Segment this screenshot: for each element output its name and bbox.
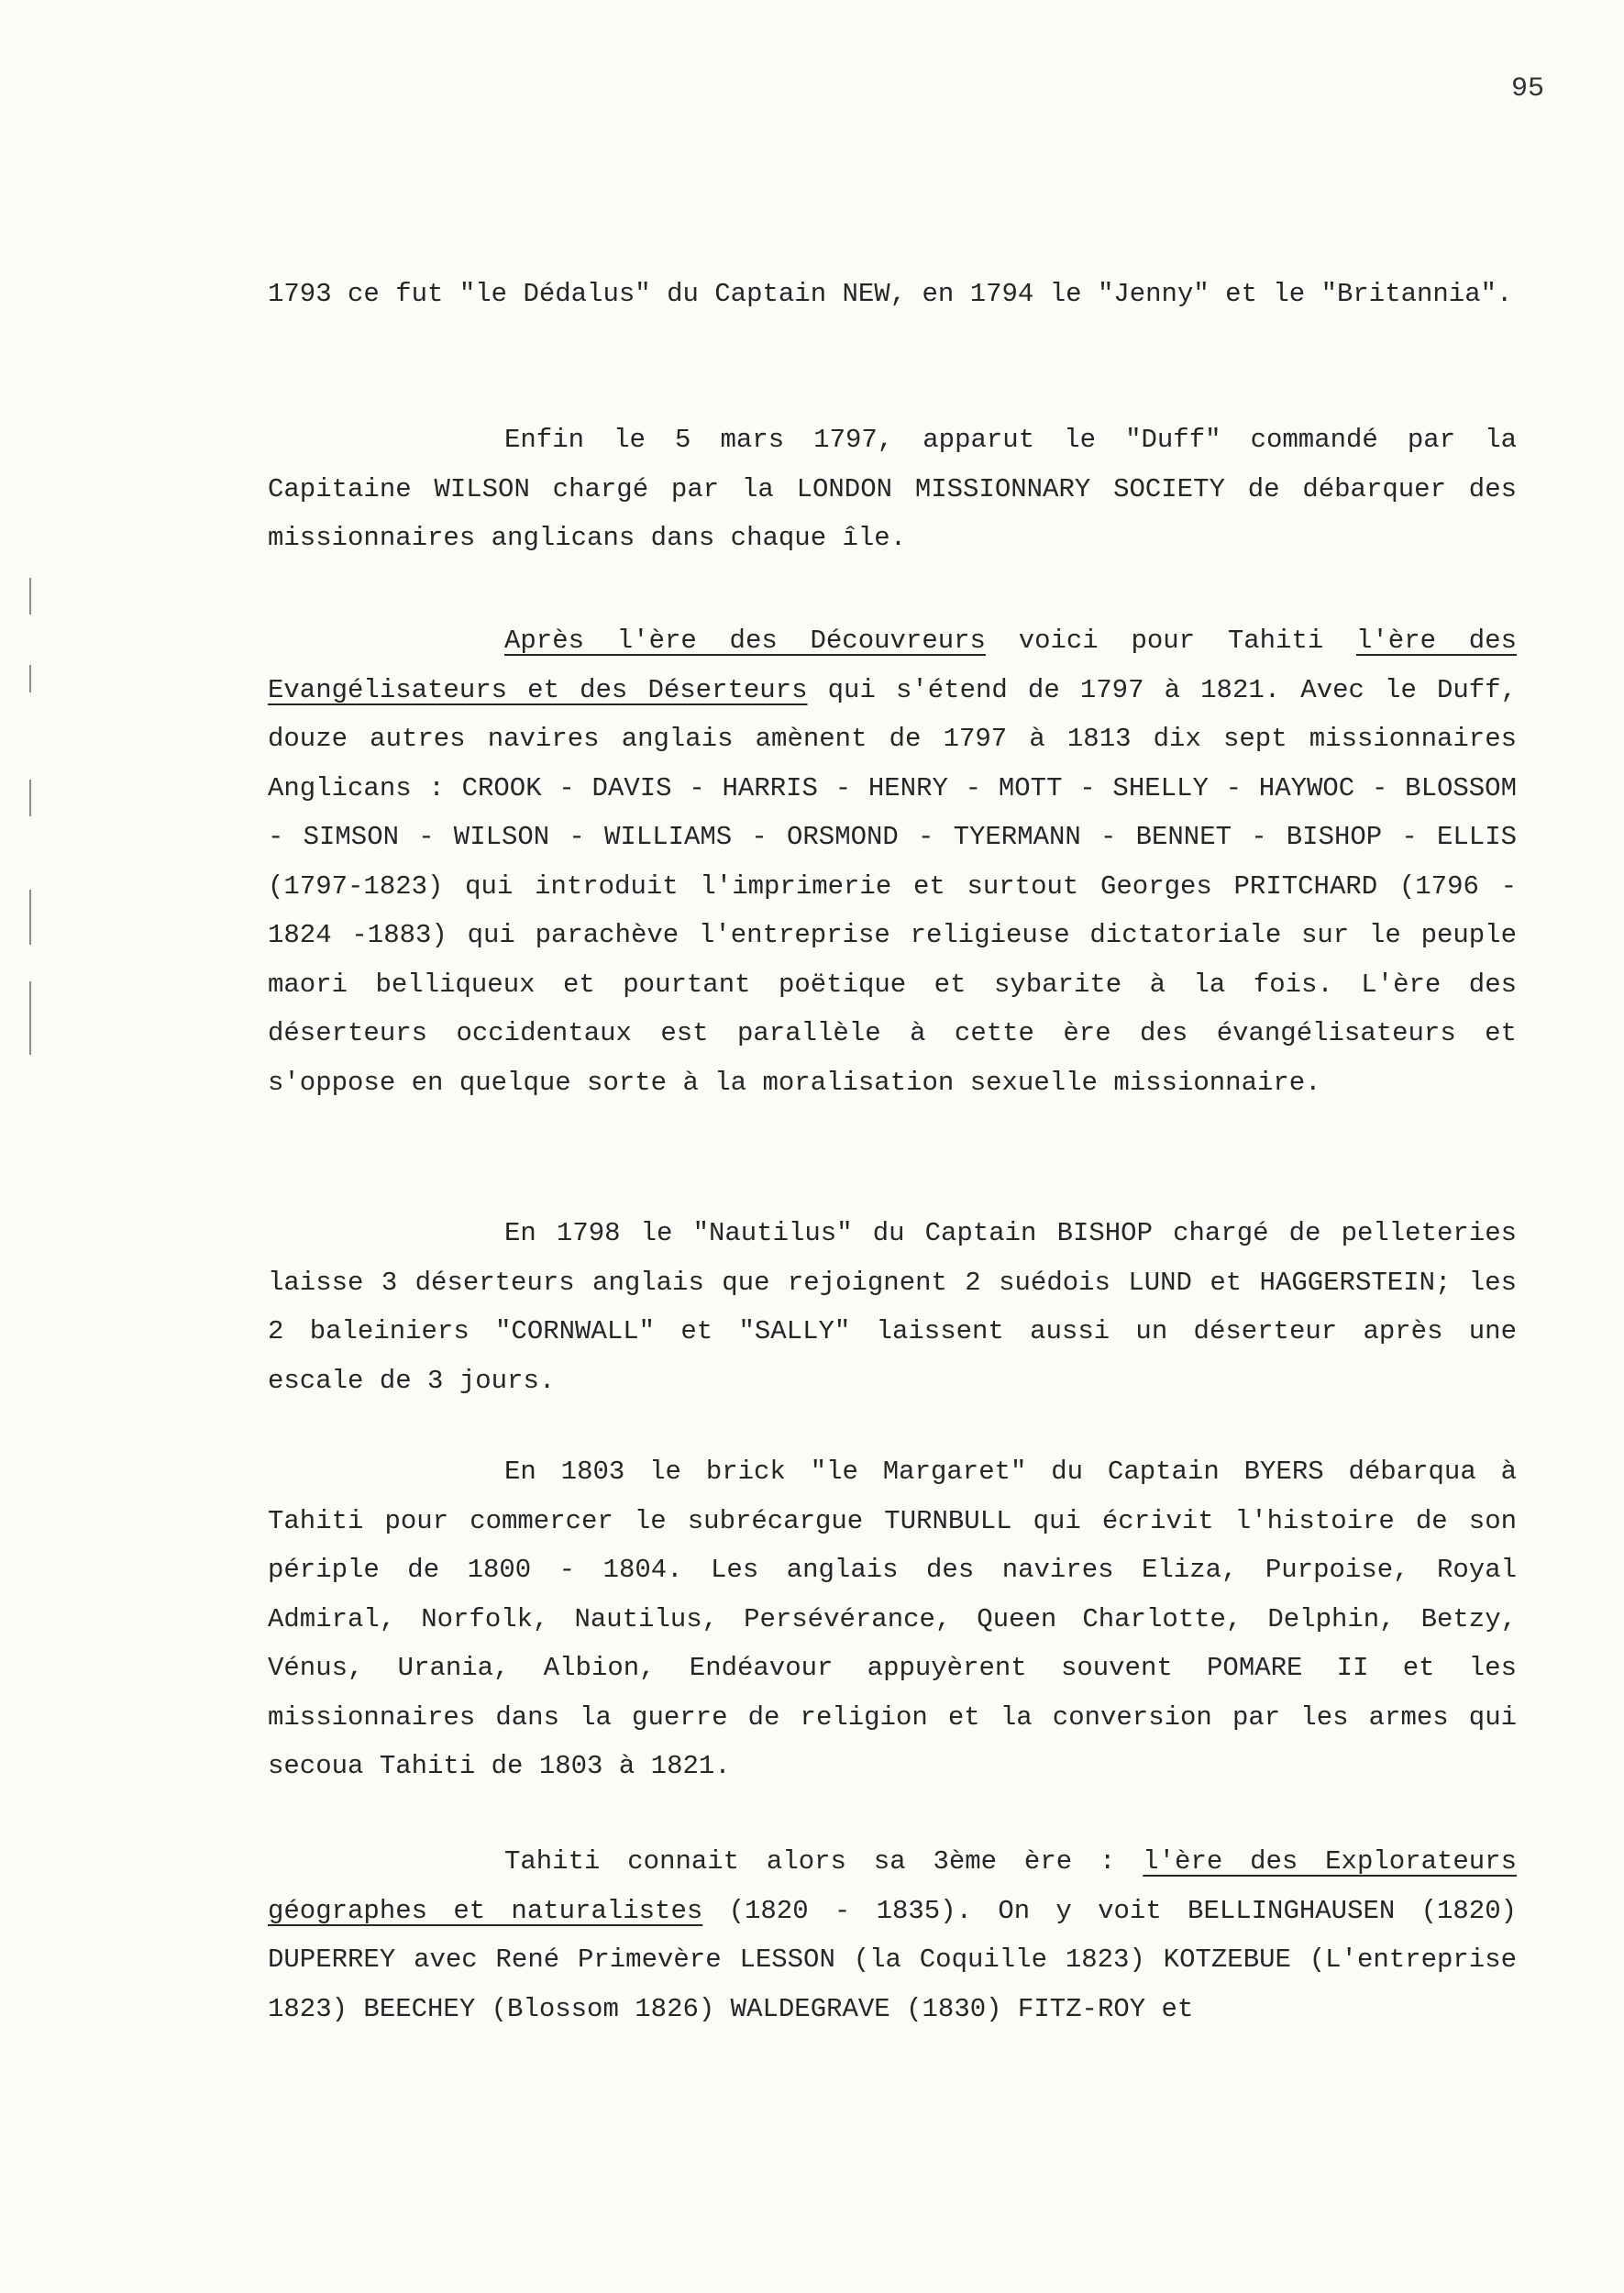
margin-mark [29,890,31,945]
underlined-text-run: l'ère des Explorateurs géographes et naturalistes [268,1846,1517,1926]
text-run: (1820 - 1835). On y voit BELLINGHAUSEN (1820) DUPERREY avec René Primevère LESSON (la Coquille 1823) KOTZEBUE (L'entreprise 1823) BEECHEY (Blossom 1826) WALDEGRAVE (1830) FITZ-ROY et [268,1895,1517,2024]
margin-mark [29,665,31,692]
text-run: Enfin le 5 mars 1797, apparut le "Duff" commandé par la Capitaine WILSON chargé par la LONDON MISSIONNARY SOCIETY de débarquer des missionnaires anglicans dans chaque île. [268,425,1517,553]
margin-mark [29,578,31,615]
text-run: voici pour Tahiti [985,626,1356,656]
text-run: 1793 ce fut "le Dédalus" du Captain NEW, en 1794 le "Jenny" et le "Britannia". [268,279,1513,309]
text-run: qui s'étend de 1797 à 1821. Avec le Duff, douze autres navires anglais amènent de 1797 à 1813 dix sept missionnaires Anglicans : CROOK - DAVIS - HARRIS - HENRY - MOTT - SHELLY - HAYWOC - BLOSSOM - SIMSON - WILSON - WILLIAMS - ORSMOND - TYERMANN - BENNET - BISHOP - ELLIS (1797-1823) qui introduit l'imprimerie et surtout Georges PRITCHARD (1796 - 1824 -1883) qui parachève l'entreprise religieuse dictatoriale sur le peuple maori belliqueux et pourtant poëtique et sybarite à la fois. L'ère des déserteurs occidentaux est parallèle à cette ère des évangélisateurs et s'oppose en quelque sorte à la moralisation sexuelle missionnaire. [268,674,1518,1098]
text-run: Tahiti connait alors sa 3ème ère : [504,1846,1143,1877]
paragraph [268,616,1517,1107]
paragraph [268,1209,1517,1405]
paragraph [268,415,1517,563]
underlined-text-run: l'ère des Evangélisateurs et des Déserteurs [268,626,1517,705]
paragraph [268,1447,1517,1791]
margin-mark [29,981,31,1055]
underlined-text-run: Après l'ère des Découvreurs [504,626,986,656]
margin-mark [29,780,31,816]
text-run: En 1803 le brick "le Margaret" du Captain BYERS débarqua à Tahiti pour commercer le subrécargue TURNBULL qui écrivit l'histoire de son périple de 1800 - 1804. Les anglais des navires Eliza, Purpoise, Royal Admiral, Norfolk, Nautilus, Persévérance, Queen Charlotte, Delphin, Betzy, Vénus, Urania, Albion, Endéavour appuyèrent souvent POMARE II et les missionnaires dans la guerre de religion et la conversion par les armes qui secoua Tahiti de 1803 à 1821. [268,1457,1517,1781]
paragraph [268,1837,1517,2033]
paragraph [268,270,1517,319]
text-run: En 1798 le "Nautilus" du Captain BISHOP chargé de pelleteries laisse 3 déserteurs anglais que rejoignent 2 suédois LUND et HAGGERSTEIN; les 2 baleiniers "CORNWALL" et "SALLY" laissent aussi un déserteur après une escale de 3 jours. [268,1218,1517,1396]
page-number: 95 [1511,73,1545,105]
